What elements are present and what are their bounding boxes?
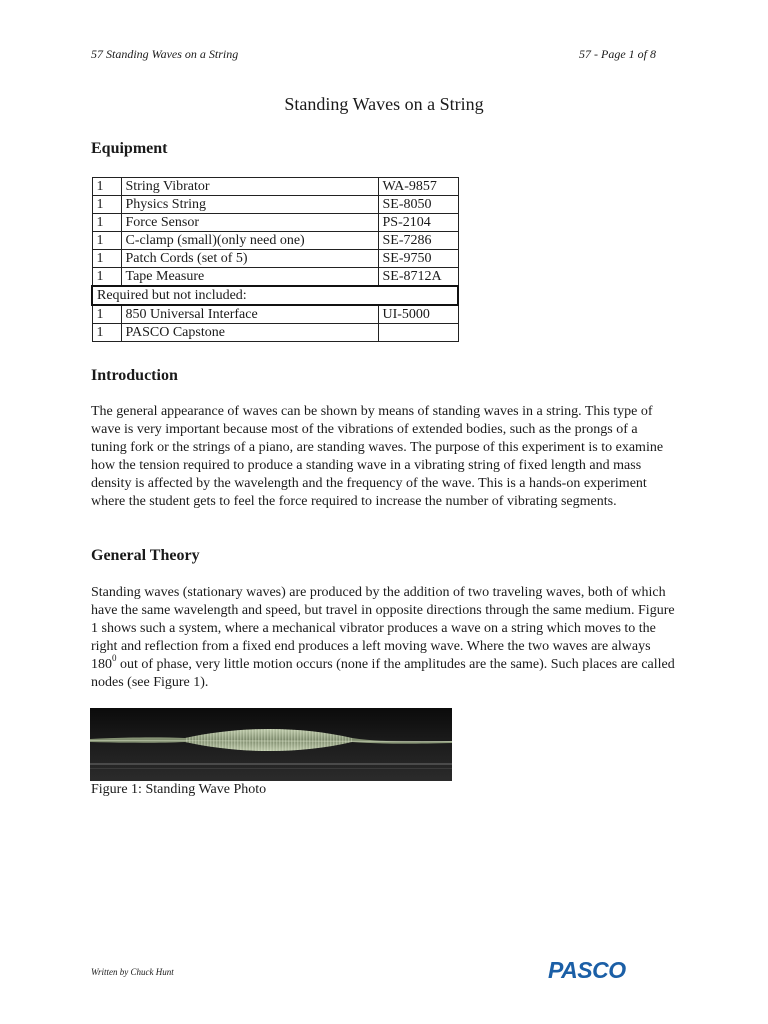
code-cell: WA-9857	[378, 178, 458, 196]
table-row	[92, 232, 458, 250]
code-cell: SE-8050	[378, 196, 458, 214]
item-cell: String Vibrator	[121, 178, 378, 196]
item-cell: PASCO Capstone	[121, 324, 378, 342]
qty-cell: 1	[92, 268, 121, 287]
theory-text-before: Standing waves (stationary waves) are produced by the addition of two traveling waves, both of which have the same wavelength and speed, but travel in opposite directions through the same medium. Figure 1 shows such a system, where a mechanical vibrator produces a wave on a string which moves to the right and reflection from a fixed end produces a left moving wave. Where the two waves are always 180	[91, 585, 675, 672]
table-row	[92, 324, 458, 342]
introduction-heading: Introduction	[91, 367, 178, 384]
item-cell: C-clamp (small)(only need one)	[121, 232, 378, 250]
qty-cell: 1	[92, 305, 121, 324]
standing-wave-photo	[90, 708, 452, 781]
qty-cell: 1	[92, 178, 121, 196]
qty-cell: 1	[92, 214, 121, 232]
table-row	[92, 305, 458, 324]
code-cell: SE-9750	[378, 250, 458, 268]
qty-cell: 1	[92, 232, 121, 250]
table-row	[92, 250, 458, 268]
required-row	[92, 286, 458, 305]
code-cell	[378, 324, 458, 342]
item-cell: Physics String	[121, 196, 378, 214]
running-header-title: 57 Standing Waves on a String	[91, 47, 239, 61]
introduction-paragraph: The general appearance of waves can be shown by means of standing waves in a string. This type of wave is very important because most of the vibrations of extended bodies, such as the prongs of a tuning fork or the strings of a piano, are standing waves. The purpose of this experiment is to examine how the tension required to produce a standing wave in a vibrating string of fixed length and mass density is affected by the wavelength and the frequency of the wave. This is a hands-on experiment where the student gets to feel the force required to increase the number of vibrating segments.	[91, 404, 664, 509]
item-cell: Tape Measure	[121, 268, 378, 287]
qty-cell: 1	[92, 196, 121, 214]
item-cell: 850 Universal Interface	[121, 305, 378, 324]
footer-author: Written by Chuck Hunt	[91, 967, 174, 977]
code-cell: UI-5000	[378, 305, 458, 324]
equipment-table	[91, 177, 459, 342]
required-label: Required but not included:	[92, 286, 458, 305]
item-cell: Force Sensor	[121, 214, 378, 232]
equipment-heading: Equipment	[91, 140, 168, 157]
figure-caption: Figure 1: Standing Wave Photo	[91, 782, 267, 797]
code-cell: PS-2104	[378, 214, 458, 232]
theory-paragraph	[91, 584, 676, 692]
qty-cell: 1	[92, 324, 121, 342]
degree-superscript: 0	[112, 653, 117, 664]
table-row	[92, 196, 458, 214]
theory-text-after: out of phase, very little motion occurs (none if the amplitudes are the same). Such places are called nodes (see Figure 1).	[91, 657, 675, 690]
pasco-logo	[544, 956, 636, 987]
table-row	[92, 214, 458, 232]
qty-cell: 1	[92, 250, 121, 268]
table-row	[92, 178, 458, 196]
page-title: Standing Waves on a String	[284, 94, 484, 114]
standing-wave-image	[90, 708, 452, 781]
pasco-logo-icon	[544, 956, 636, 982]
code-cell: SE-7286	[378, 232, 458, 250]
logo-text: PASCO	[548, 957, 626, 982]
code-cell: SE-8712A	[378, 268, 458, 287]
table-row	[92, 268, 458, 287]
running-header-page: 57 - Page 1 of 8	[579, 47, 656, 61]
item-cell: Patch Cords (set of 5)	[121, 250, 378, 268]
theory-heading: General Theory	[91, 547, 200, 564]
